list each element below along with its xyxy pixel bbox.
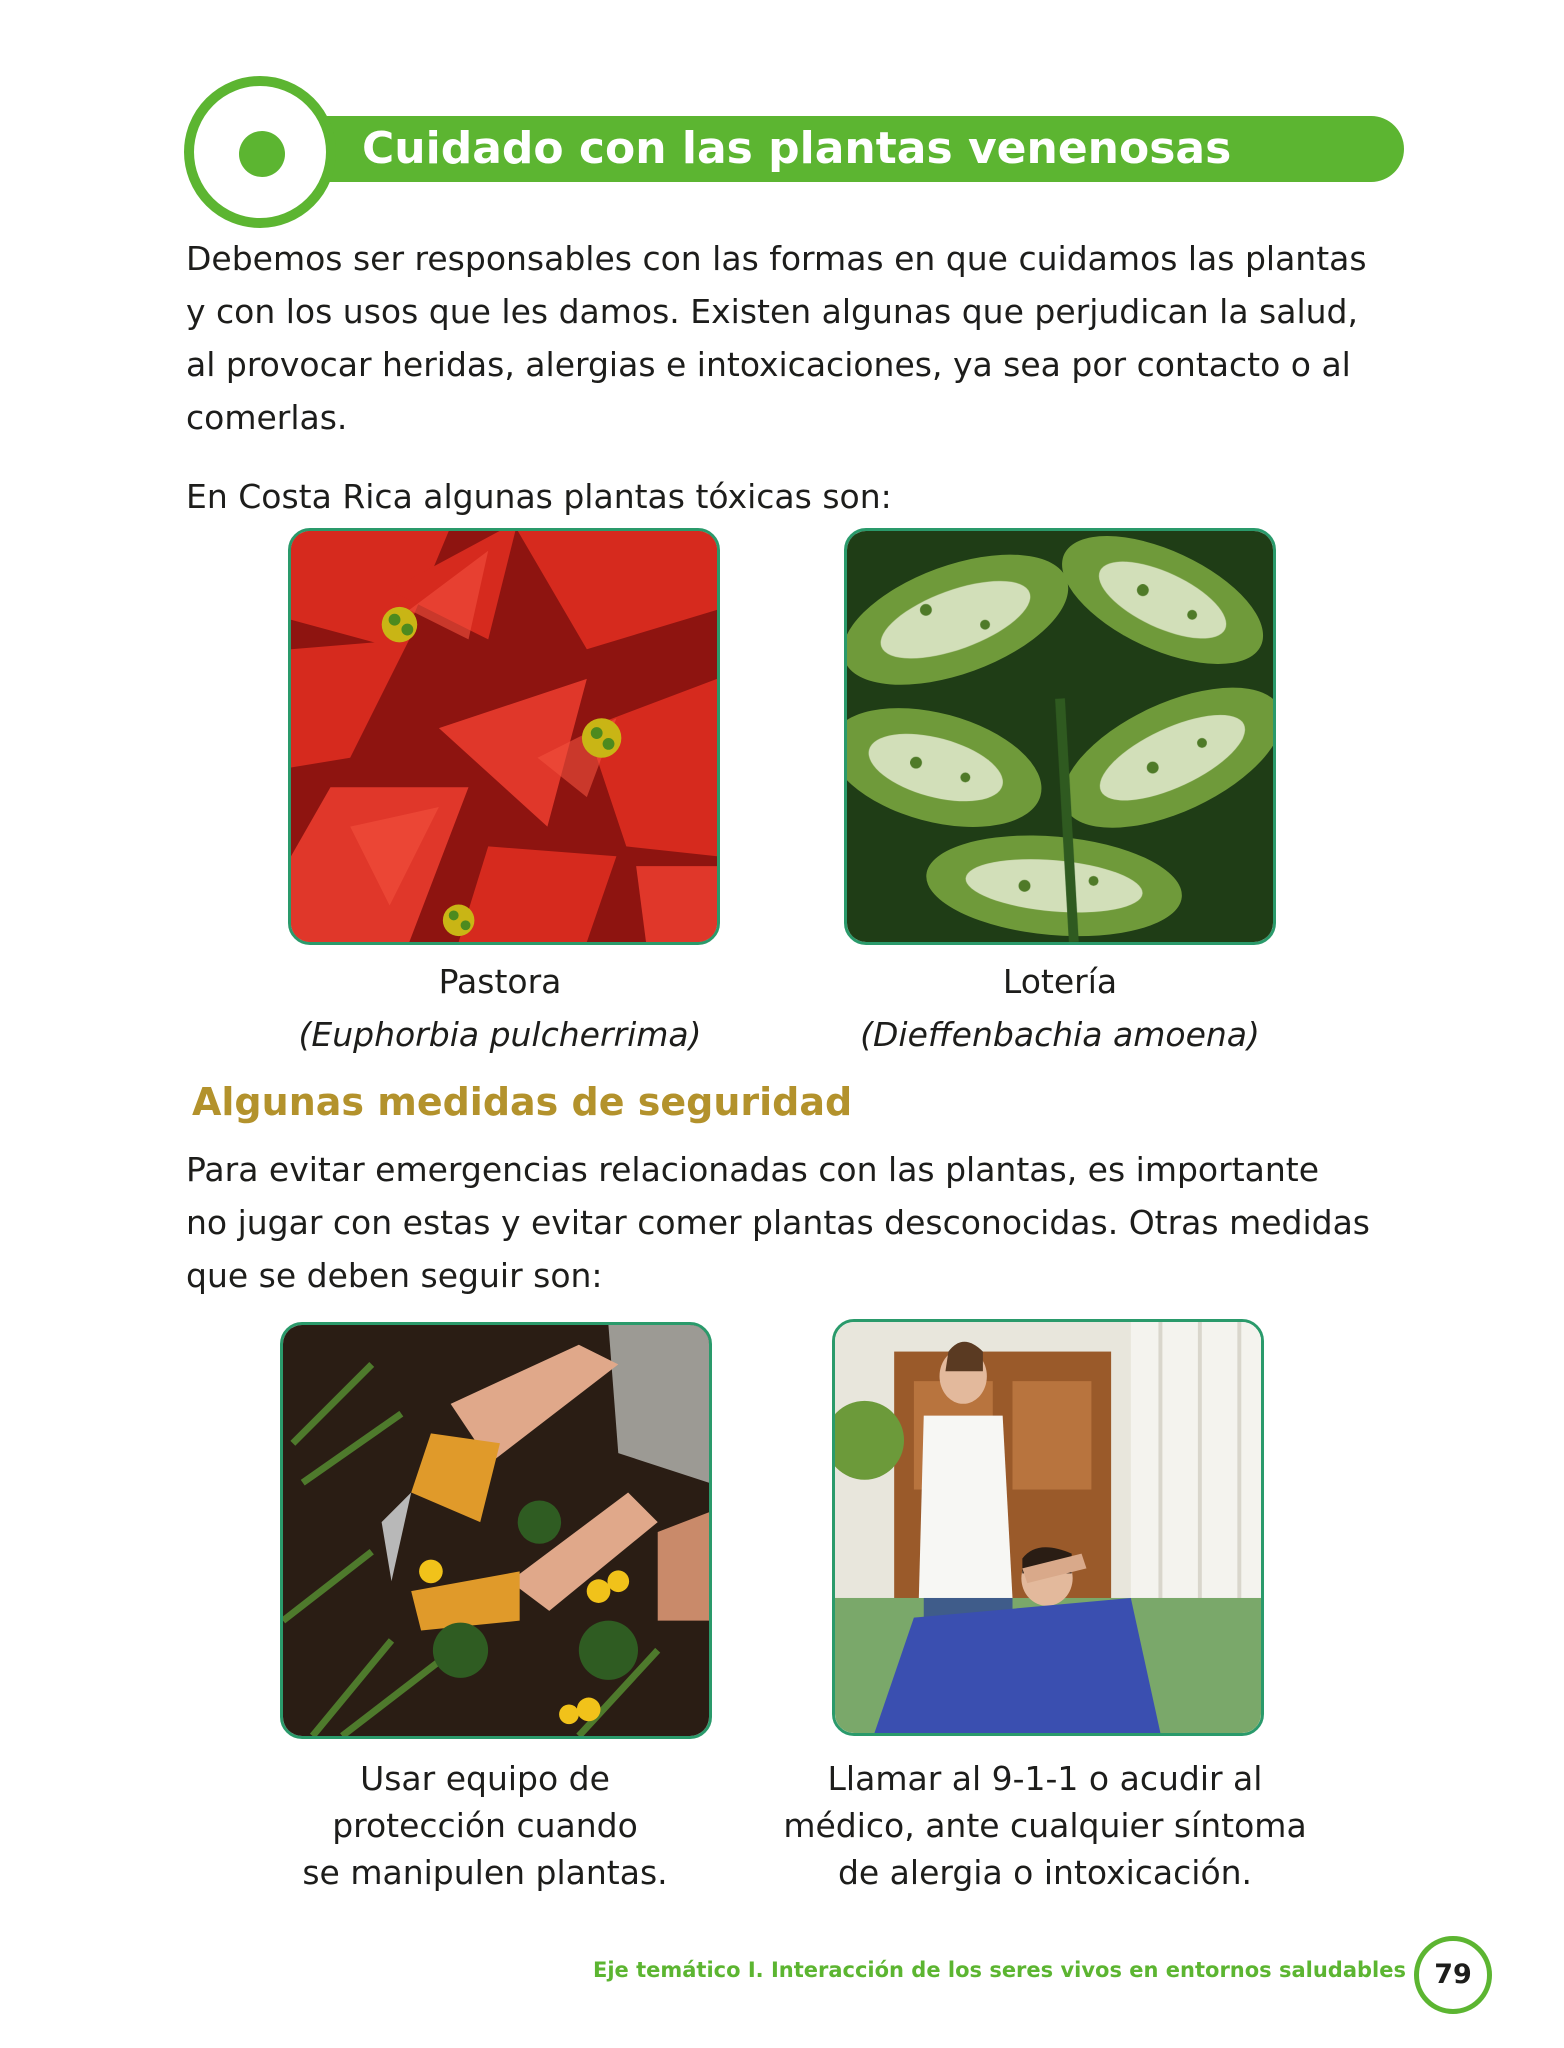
section-heading: Algunas medidas de seguridad: [192, 1080, 853, 1124]
safety-line: no jugar con estas y evitar comer plantas desconocidas. Otras medidas: [186, 1203, 1371, 1242]
plant-caption-pastora: [240, 955, 760, 1061]
measure-line: Llamar al 9-1-1 o acudir al: [827, 1759, 1263, 1798]
dieffenbachia-photo: [844, 528, 1276, 945]
footer-theme: Eje temático I. Interacción de los seres vivos en entornos saludables: [592, 1958, 1406, 1982]
safety-line: que se deben seguir son:: [186, 1256, 603, 1295]
toxic-plants-intro: En Costa Rica algunas plantas tóxicas son:: [186, 477, 892, 516]
page-number: 79: [1414, 1936, 1492, 2014]
measure-line: protección cuando: [332, 1806, 638, 1845]
intro-line: Debemos ser responsables con las formas en que cuidamos las plantas: [186, 239, 1367, 278]
poinsettia-photo: [288, 528, 720, 945]
intro-line: comerlas.: [186, 398, 348, 437]
intro-line: y con los usos que les damos. Existen algunas que perjudican la salud,: [186, 292, 1358, 331]
safety-line: Para evitar emergencias relacionadas con las plantas, es importante: [186, 1150, 1320, 1189]
plant-scientific-name: (Euphorbia pulcherrima): [298, 1015, 702, 1054]
plant-common-name: Lotería: [1002, 962, 1118, 1001]
measure-line: Usar equipo de: [360, 1759, 610, 1798]
title-dot-icon: [239, 131, 285, 177]
plant-scientific-name: (Dieffenbachia amoena): [860, 1015, 1260, 1054]
plant-common-name: Pastora: [438, 962, 562, 1001]
measure-caption-protection: [250, 1755, 720, 1896]
intro-line: al provocar heridas, alergias e intoxicaciones, ya sea por contacto o al: [186, 345, 1351, 384]
emergency-call-photo: [832, 1319, 1264, 1736]
plant-caption-loteria: [790, 955, 1330, 1061]
gardening-gloves-photo: [280, 1322, 712, 1739]
intro-paragraph: [186, 232, 1406, 444]
measure-caption-emergency: [750, 1755, 1340, 1896]
page-title: Cuidado con las plantas venenosas: [362, 123, 1232, 174]
safety-paragraph: [186, 1143, 1406, 1302]
measure-line: médico, ante cualquier síntoma: [783, 1806, 1307, 1845]
measure-line: se manipulen plantas.: [302, 1853, 668, 1892]
measure-line: de alergia o intoxicación.: [837, 1853, 1253, 1892]
